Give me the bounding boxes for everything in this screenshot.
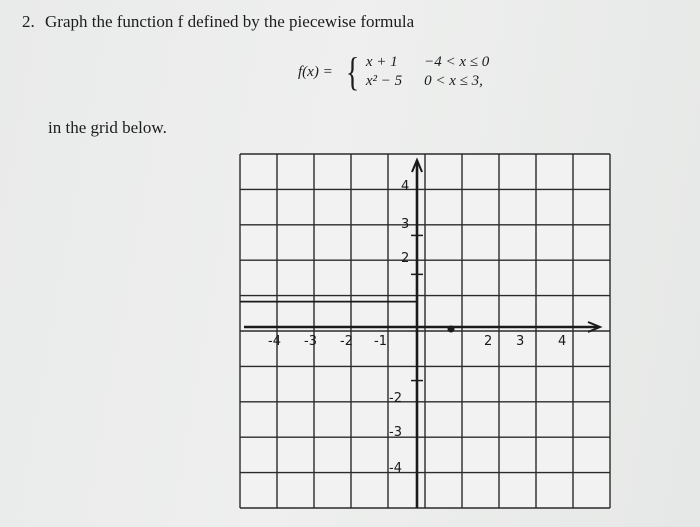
coordinate-grid[interactable] [236, 150, 614, 512]
y-label: 3 [401, 217, 410, 232]
x-label: -3 [304, 334, 317, 349]
plotted-dot [448, 326, 455, 333]
piecewise-formula [298, 49, 490, 94]
y-label: -4 [389, 461, 402, 476]
instruction-text: in the grid below. [48, 118, 167, 137]
left-brace: { [345, 49, 360, 94]
formula-lhs: f(x) = [298, 63, 333, 80]
problem-text: Graph the function f defined by the piecewise formula [45, 12, 415, 31]
y-label: -3 [389, 425, 402, 440]
x-label: -1 [374, 334, 387, 349]
case-1-expression: x + 1 [365, 54, 398, 70]
graph-grid-area [236, 150, 614, 516]
case-2-condition: 0 < x ≤ 3, [424, 73, 483, 89]
x-label: -2 [340, 334, 353, 349]
y-label: 2 [401, 251, 410, 266]
y-label: -2 [389, 391, 402, 406]
x-label: 4 [558, 334, 567, 349]
case-1-condition: −4 < x ≤ 0 [424, 54, 490, 70]
y-label: 4 [401, 179, 410, 194]
problem-statement [22, 12, 414, 32]
x-label: 2 [484, 334, 493, 349]
x-label: -4 [268, 334, 281, 349]
case-2-expression: x² − 5 [365, 73, 403, 89]
problem-number: 2. [22, 12, 35, 31]
formula-cases [366, 54, 489, 90]
x-label: 3 [516, 334, 525, 349]
